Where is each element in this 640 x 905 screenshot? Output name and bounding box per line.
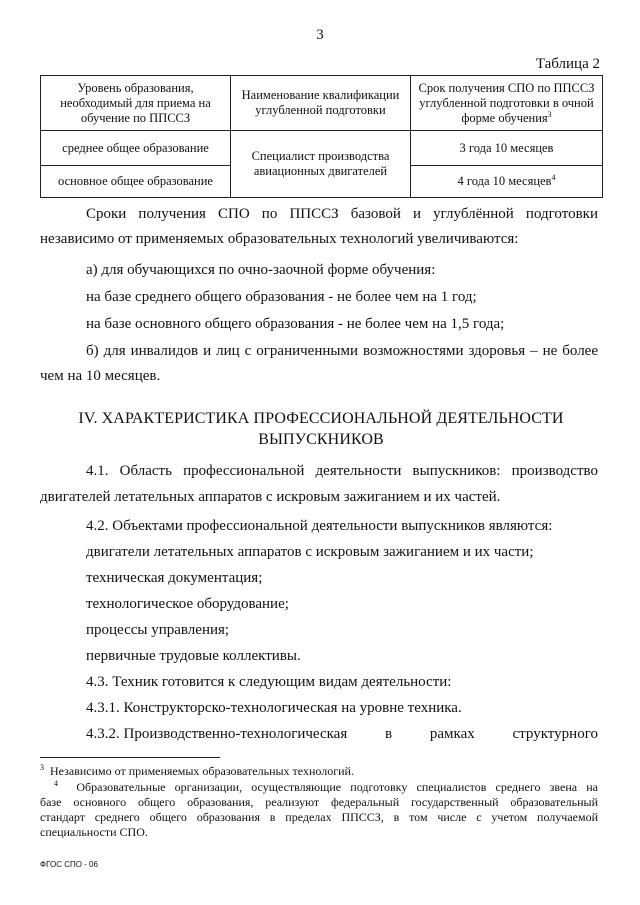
qualification-table	[40, 75, 603, 198]
cell-duration: 4 года 10 месяцев$^4$	[411, 166, 603, 198]
cell-qualification: Специалист производства авиационных двигателей	[231, 131, 411, 198]
footnote-3: $^3$ Независимо от применяемых образовательных технологий.	[40, 763, 354, 778]
text-line: 4.3. Техник готовится к следующим видам деятельности:	[86, 674, 452, 690]
header-qualification: Наименование квалификации углубленной подготовки	[231, 76, 411, 131]
footnote-4: $^4$ Образовательные организации, осуществляющие подготовку специалистов среднего звена на базе основного общего образования, реализуют федеральный государственный образовательный стандарт среднего общего образования в пределах ППССЗ, в том числе с учетом получаемой специальности СПО.	[40, 779, 598, 839]
text-line: 4.3.1. Конструкторско-технологическая на уровне техника.	[86, 700, 462, 716]
text-line: чем на 10 месяцев.	[40, 368, 161, 384]
footnote-ref-3: 3	[547, 109, 552, 119]
header-duration: Срок получения СПО по ППССЗ углубленной подготовки в очной форме обучения$^3$	[411, 76, 603, 131]
section-heading: IV. ХАРАКТЕРИСТИКА ПРОФЕССИОНАЛЬНОЙ ДЕЯТЕЛЬНОСТИ ВЫПУСКНИКОВ	[78, 410, 564, 448]
text-line: процессы управления;	[86, 622, 230, 638]
cell-level: среднее общее образование	[41, 131, 231, 166]
text-line: а) для обучающихся по очно-заочной форме обучения:	[86, 262, 436, 278]
text-line: двигатели летательных аппаратов с искровым зажиганием и их части;	[86, 544, 534, 560]
text-line: на базе основного общего образования - не более чем на 1,5 года;	[86, 316, 505, 332]
text-line: б) для инвалидов и лиц с ограниченными возможностями здоровья – не более	[86, 343, 598, 359]
table-row	[41, 131, 603, 166]
footnote-divider	[40, 757, 220, 758]
text-line: 4.3.2. Производственно-технологическая в рамках структурного	[86, 726, 598, 742]
text-line: 4.2. Объектами профессиональной деятельности выпускников являются:	[86, 518, 553, 534]
text-line: Сроки получения СПО по ППССЗ базовой и углублённой подготовки	[86, 206, 598, 222]
page-number: 3	[316, 27, 324, 43]
text-line: технологическое оборудование;	[86, 596, 289, 612]
header-education-level: Уровень образования, необходимый для приема на обучение по ППССЗ	[41, 76, 231, 131]
text-line: на базе среднего общего образования - не более чем на 1 год;	[86, 289, 477, 305]
text-line: независимо от применяемых образовательных технологий увеличиваются:	[40, 231, 519, 247]
table-caption: Таблица 2	[535, 56, 600, 72]
text-line: первичные трудовые коллективы.	[86, 648, 301, 664]
table-header-row	[41, 76, 603, 131]
text-line: 4.1. Область профессиональной деятельности выпускников: производство	[86, 463, 598, 479]
footnote-ref-4: 4	[551, 172, 556, 182]
text-line: двигателей летательных аппаратов с искровым зажиганием и их частей.	[40, 489, 501, 505]
footer-code: ФГОС СПО - 06	[40, 860, 98, 869]
cell-duration: 3 года 10 месяцев	[411, 131, 603, 166]
cell-level: основное общее образование	[41, 166, 231, 198]
text-line: техническая документация;	[86, 570, 263, 586]
